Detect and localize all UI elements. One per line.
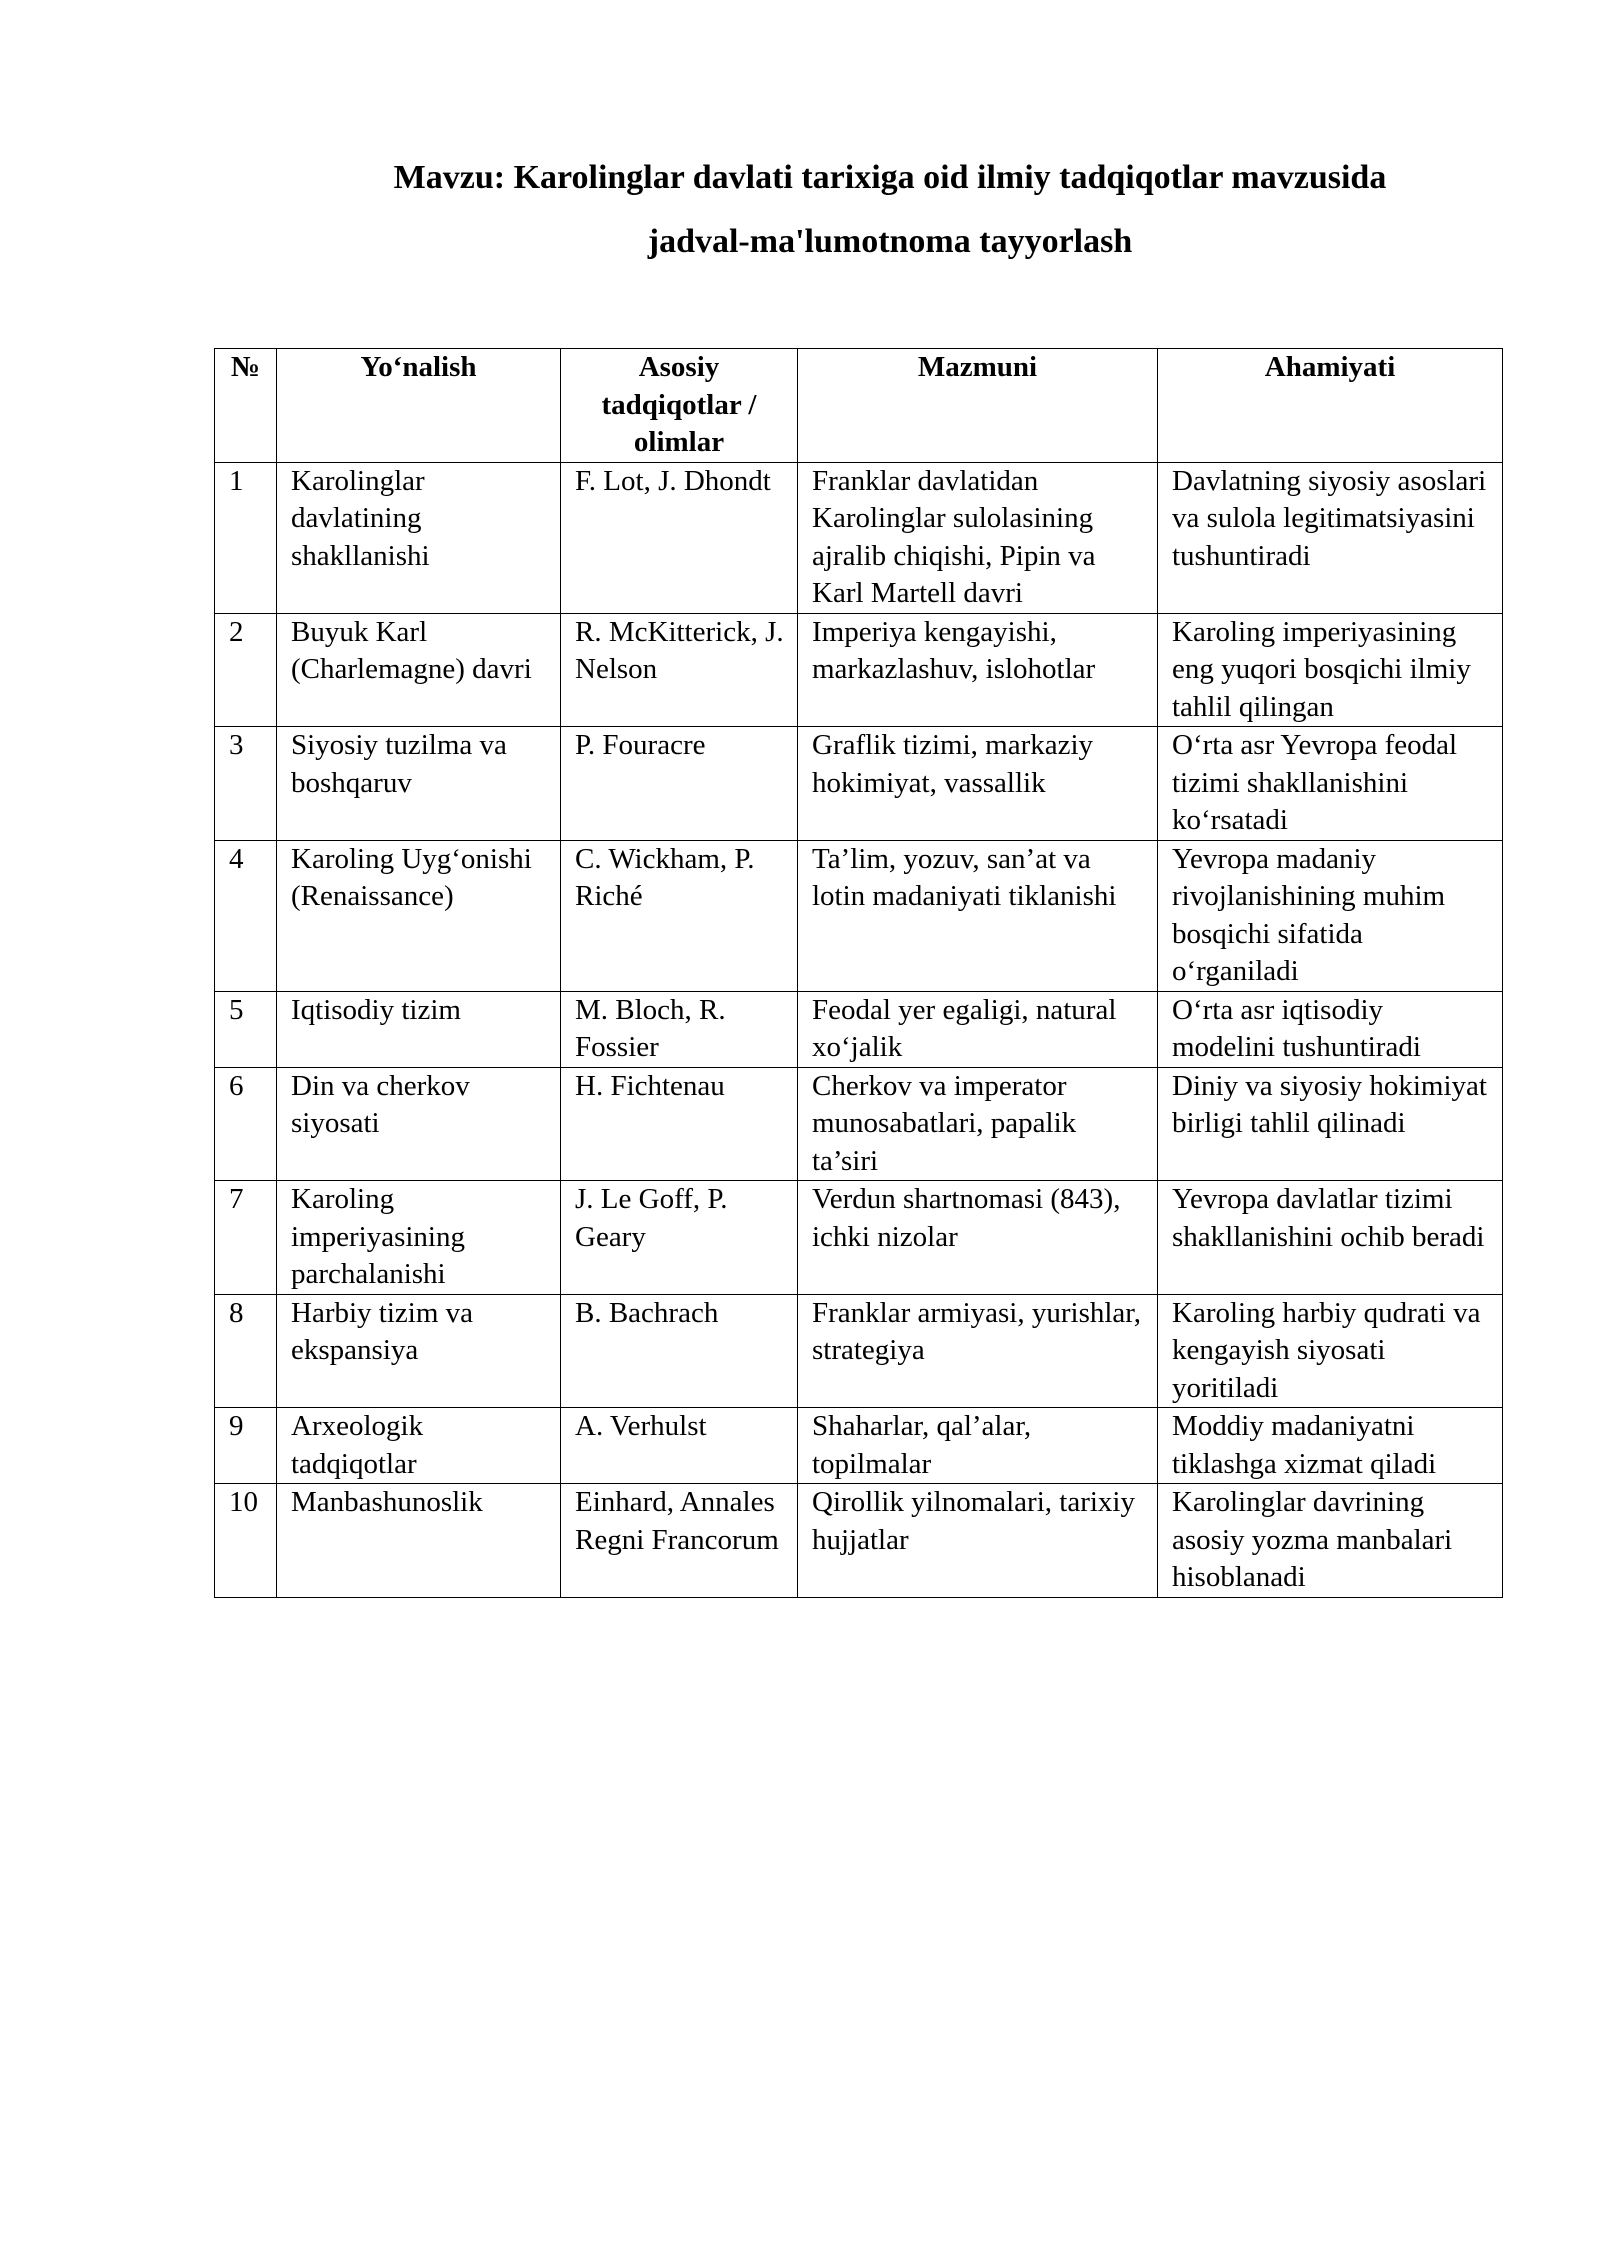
row-direction: Buyuk Karl (Charlemagne) davri [277, 613, 561, 727]
table-row [215, 613, 1503, 727]
table-row [215, 462, 1503, 613]
header-number: № [215, 349, 277, 463]
table-row [215, 1181, 1503, 1295]
table-row [215, 1408, 1503, 1484]
row-content: Feodal yer egaligi, natural xo‘jalik [798, 991, 1158, 1067]
table-row [215, 1067, 1503, 1181]
row-importance: Yevropa madaniy rivojlanishining muhim bosqichi sifatida o‘rganiladi [1158, 840, 1503, 991]
row-content: Shaharlar, qal’alar, topilmalar [798, 1408, 1158, 1484]
row-research: Einhard, Annales Regni Francorum [561, 1484, 798, 1598]
row-research: H. Fichtenau [561, 1067, 798, 1181]
row-number: 5 [215, 991, 277, 1067]
row-number: 2 [215, 613, 277, 727]
row-importance: Karolinglar davrining asosiy yozma manbalari hisoblanadi [1158, 1484, 1503, 1598]
row-content: Graflik tizimi, markaziy hokimiyat, vassallik [798, 727, 1158, 841]
row-content: Imperiya kengayishi, markazlashuv, islohotlar [798, 613, 1158, 727]
row-content: Franklar armiyasi, yurishlar, strategiya [798, 1294, 1158, 1408]
row-importance: O‘rta asr iqtisodiy modelini tushuntiradi [1158, 991, 1503, 1067]
row-research: J. Le Goff, P. Geary [561, 1181, 798, 1295]
row-number: 4 [215, 840, 277, 991]
row-content: Franklar davlatidan Karolinglar sulolasining ajralib chiqishi, Pipin va Karl Martell davri [798, 462, 1158, 613]
row-research: F. Lot, J. Dhondt [561, 462, 798, 613]
table-row [215, 840, 1503, 991]
row-importance: Davlatning siyosiy asoslari va sulola legitimatsiyasini tushuntiradi [1158, 462, 1503, 613]
row-content: Ta’lim, yozuv, san’at va lotin madaniyati tiklanishi [798, 840, 1158, 991]
row-direction: Iqtisodiy tizim [277, 991, 561, 1067]
row-direction: Arxeologik tadqiqotlar [277, 1408, 561, 1484]
reference-table [214, 348, 1503, 1598]
row-number: 3 [215, 727, 277, 841]
row-direction: Karoling imperiyasining parchalanishi [277, 1181, 561, 1295]
row-direction: Harbiy tizim va ekspansiya [277, 1294, 561, 1408]
row-research: R. McKitterick, J. Nelson [561, 613, 798, 727]
row-importance: Moddiy madaniyatni tiklashga xizmat qiladi [1158, 1408, 1503, 1484]
row-research: C. Wickham, P. Riché [561, 840, 798, 991]
row-direction: Siyosiy tuzilma va boshqaruv [277, 727, 561, 841]
row-number: 1 [215, 462, 277, 613]
row-number: 10 [215, 1484, 277, 1598]
table-row [215, 1484, 1503, 1598]
row-number: 6 [215, 1067, 277, 1181]
header-research: Asosiy tadqiqotlar / olimlar [561, 349, 798, 463]
row-research: A. Verhulst [561, 1408, 798, 1484]
row-importance: O‘rta asr Yevropa feodal tizimi shakllanishini ko‘rsatadi [1158, 727, 1503, 841]
row-number: 8 [215, 1294, 277, 1408]
title-line-1: Mavzu: Karolinglar davlati tarixiga oid ilmiy tadqiqotlar mavzusida [393, 159, 1387, 196]
table-row [215, 1294, 1503, 1408]
row-number: 9 [215, 1408, 277, 1484]
header-content: Mazmuni [798, 349, 1158, 463]
table-row [215, 727, 1503, 841]
header-importance: Ahamiyati [1158, 349, 1503, 463]
row-number: 7 [215, 1181, 277, 1295]
row-direction: Karolinglar davlatining shakllanishi [277, 462, 561, 613]
document-title [280, 146, 1500, 274]
row-content: Qirollik yilnomalari, tarixiy hujjatlar [798, 1484, 1158, 1598]
row-direction: Manbashunoslik [277, 1484, 561, 1598]
table-row [215, 991, 1503, 1067]
row-research: B. Bachrach [561, 1294, 798, 1408]
row-importance: Karoling harbiy qudrati va kengayish siyosati yoritiladi [1158, 1294, 1503, 1408]
row-importance: Karoling imperiyasining eng yuqori bosqichi ilmiy tahlil qilingan [1158, 613, 1503, 727]
row-research: M. Bloch, R. Fossier [561, 991, 798, 1067]
row-importance: Yevropa davlatlar tizimi shakllanishini ochib beradi [1158, 1181, 1503, 1295]
title-line-2: jadval-ma'lumotnoma tayyorlash [647, 223, 1133, 260]
row-content: Cherkov va imperator munosabatlari, papalik ta’siri [798, 1067, 1158, 1181]
row-direction: Karoling Uyg‘onishi (Renaissance) [277, 840, 561, 991]
header-direction: Yo‘nalish [277, 349, 561, 463]
row-importance: Diniy va siyosiy hokimiyat birligi tahlil qilinadi [1158, 1067, 1503, 1181]
table-header-row [215, 349, 1503, 463]
row-research: P. Fouracre [561, 727, 798, 841]
row-direction: Din va cherkov siyosati [277, 1067, 561, 1181]
row-content: Verdun shartnomasi (843), ichki nizolar [798, 1181, 1158, 1295]
